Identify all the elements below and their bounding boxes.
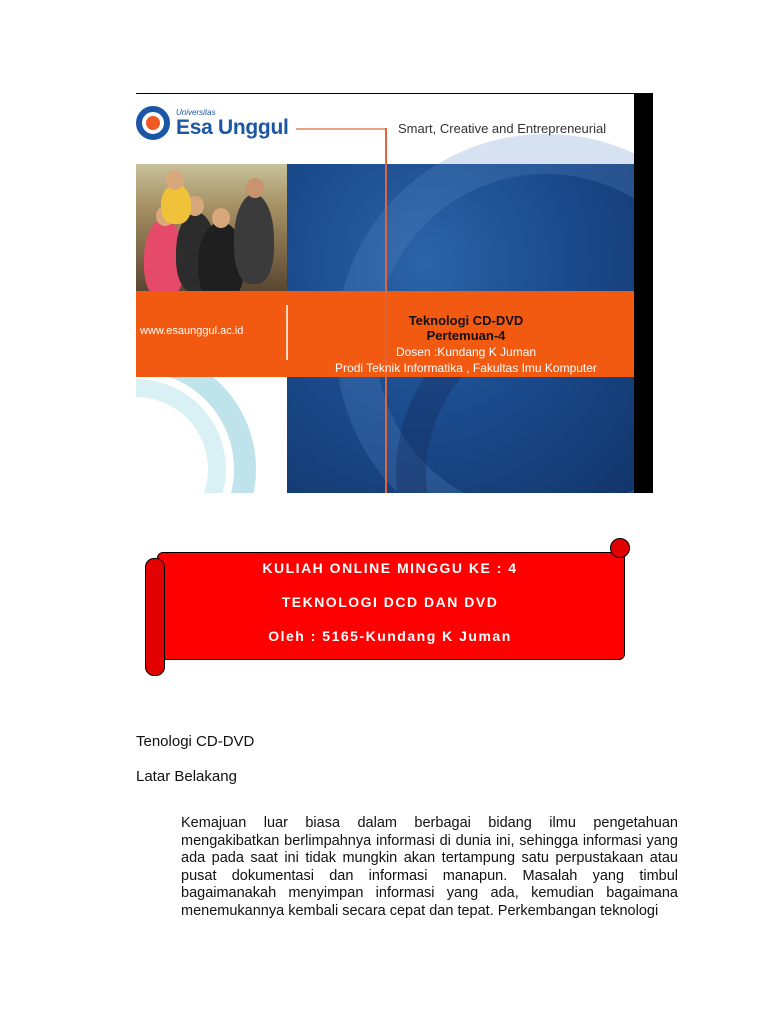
slide-title: Teknologi CD-DVD — [408, 313, 524, 328]
divider — [286, 305, 288, 360]
tagline: Smart, Creative and Entrepreneurial — [398, 121, 607, 136]
banner-line-2: TEKNOLOGI DCD DAN DVD — [281, 594, 499, 610]
black-edge — [634, 94, 653, 493]
banner-line-3: Oleh : 5165-Kundang K Juman — [268, 628, 512, 644]
program-name: Prodi Teknik Informatika , Fakultas Imu Komputer — [335, 361, 597, 375]
banner-curl-right — [610, 538, 630, 558]
logo-name: Esa Unggul — [176, 116, 289, 139]
lecturer-name: Dosen :Kundang K Juman — [395, 345, 537, 359]
scroll-banner — [145, 538, 629, 678]
section-title: Tenologi CD-DVD — [136, 733, 255, 750]
divider — [296, 128, 386, 130]
body-paragraph: Kemajuan luar biasa dalam berbagai bidang ilmu pengetahuan mengakibatkan berlimpahnya informasi di dunia ini, sehingga informasi yang ada pada saat ini tidak mungkin akan tertampung satu perpustakaan atau pusat dokumentasi dan informasi manapun. Masalah yang timbul bagaimanakah menyimpan informasi yang ada, kemudian bagaimana menemukannya kembali secara cepat dan tepat. Perkembangan teknologi — [181, 815, 678, 919]
slide-subtitle: Pertemuan-4 — [426, 328, 506, 343]
title-slide-image — [136, 93, 653, 493]
logo-small-text: Universitas — [176, 108, 216, 117]
banner-line-1: KULIAH ONLINE MINGGU KE : 4 — [262, 560, 518, 576]
section-heading: Latar Belakang — [136, 768, 237, 785]
students-photo — [136, 164, 287, 291]
divider — [385, 128, 387, 493]
website-url: www.esaunggul.ac.id — [140, 325, 244, 337]
university-logo-icon — [146, 116, 160, 130]
